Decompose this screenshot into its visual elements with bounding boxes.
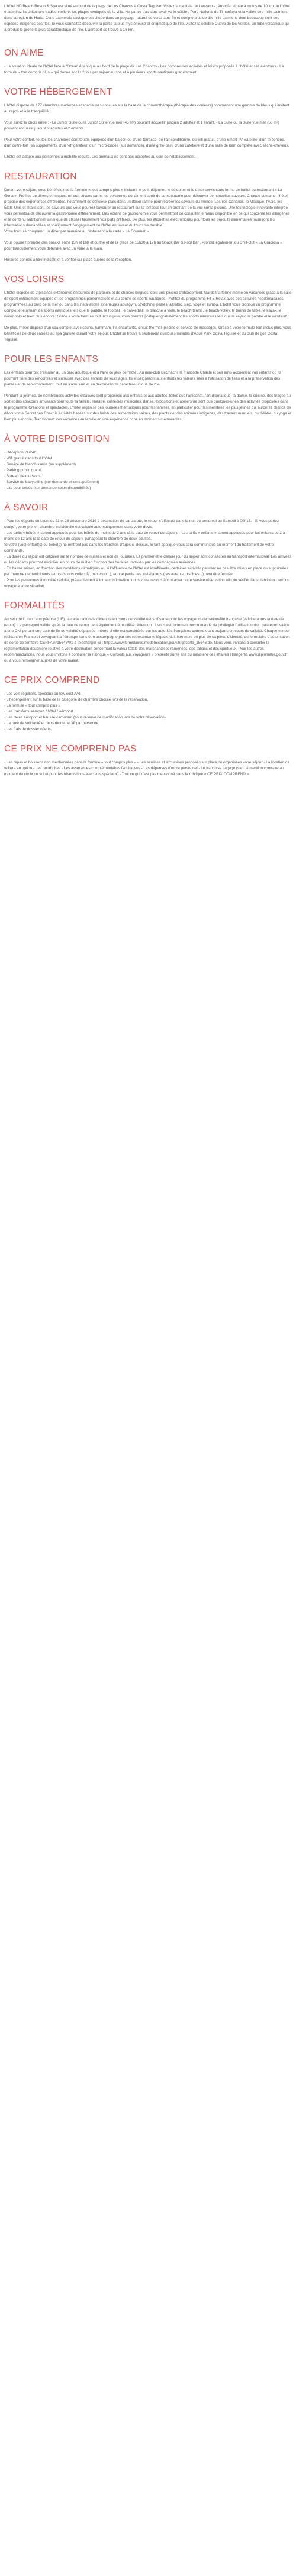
section-disposition (4, 434, 292, 491)
list-item: - Service de blanchisserie (en supplément) (4, 462, 76, 466)
list-item: - Réception 24/24h (4, 451, 37, 455)
section-title: CE PRIX COMPREND (4, 675, 100, 685)
section-title: ON AIME (4, 48, 44, 58)
section-on-aime (4, 48, 292, 76)
section-paragraph: Vous aurez le choix entre : - La Junior Suite ou la Junior Suite vue mer (45 m²) pouvant accueillir jusqu'à 2 adultes et 1 enfant. - La Suite ou la Suite vue mer (50 m²) pouvant accueillir jusqu'à 2 adultes et 2 enfants. (4, 121, 279, 131)
section-formalites (4, 601, 292, 664)
section-paragraph: Les enfants pourront s'amuser au un parc aquatique et à l'aire de jeux de l'hôtel. Au mini-club BeChachi, la mascotte Chachi et ses amis accueillent vos enfants où ils pourront faire des rencontres et s'amuser avec des enfants de leurs âges. Ils enseigneront aux enfants les valeurs liées à l'utilisation de l'eau et à la préservation des plantes et de l'environnement, tout en s'amusant et en découvrant le caractère unique de l'île. (4, 371, 281, 387)
section-enfants (4, 354, 292, 423)
section-paragraph: Pour votre confort, toutes les chambres sont toutes équipées d'un balcon ou d'une terrasse, de l'air conditionné, du wifi gratuit, d'une Smart TV Satellite, d'un téléphone, d'un coffre-fort (en supplément), d'un réfrigérateur, d'un micro-ondes (sur demande), d'une grille-pain, d'une cafetière et d'une salle de bain complète avec sèche-cheveux. (4, 138, 289, 148)
list-item: - Lits pour bébés (sur demande selon disponibilités) (4, 486, 91, 490)
amenities-list (4, 450, 292, 491)
section-title: À SAVOIR (4, 503, 49, 513)
section-title: VOTRE HÉBERGEMENT (4, 87, 112, 97)
section-paragraph: - Pour les départs du Lyon les 21 et 28 décembre 2019 à destination de Lanzarote, le retour s'effectue dans la nuit du Vendredi au Samedi à 00h15. - Si vous partez seul(e), votre prix en chambre individuelle est calculé automatiquement dans votre devis. - Les tarifs « bébés » seront appliqués pour les bébés de moins de 2 ans (à la date de retour du séjour). - Les tarifs « enfants » seront appliqués pour les enfants de 2 à moins de 12 ans (à la date de retour du séjour), partageant la chambre de deux adultes. Si votre (vos) enfant(s) ou bébé(s) ne rentrent pas dans les tranches d'âges ci-dessus, le tarif appliqué vous sera communiqué au moment du traitement de votre commande. - La durée du séjour est calculée sur le nombre de nuitées et non de journées. Le premier et le dernier jour du séjour sont consacrés au transport international. Les arrivées ou les départs pourront avoir lieu en cours de nuit en fonction des horaires imposés par les compagnies aériennes. - En basse saison, en fonction des conditions climatiques ou si l'affluence de l'hôtel est insuffisante, certaines activités peuvent ne pas être mises en place ou supprimées par manque de participants requis (sports collectifs, mini-club...), et une partie des installations (restaurants, piscines...) peut être fermée. - Pour les personnes à mobilité réduite, préalablement à toute confirmation, nous vous invitons à contacter notre service réservation afin de vérifier l'adaptabilité ou non du voyage à votre situation. (4, 519, 292, 588)
section-paragraph: Au sein de l'Union européenne (UE), la carte nationale d'identité en cours de validité est suffisante pour les voyageurs de nationalité française (validité après la date de retour). Le passeport valide après la date de retour peut également être utilisé. Attention : il vous est fortement recommandé de privilégier l'utilisation d'un passeport valide à une CNI portant une date de fin de validité dépassée, même si elle est considérée par les autorités françaises comme étant toujours en cours de validité. Chaque mineur résidant en France et voyageant à l'étranger sans être accompagné par ses représentants légaux, doit être muni en plus de sa pièce d'identité, du formulaire d'autorisation de sortie de territoire CERFA n°15646*01 à télécharger ici : https://www.formulaires.modernisation.gouv.fr/gf/cerfa_15646.do. Nous vous invitons à consulter la réglementation douanière relative à votre destination concernant la valeur totale des marchandises ramenées, des tabacs et des spiritueux. Pour les autres recommandations, nous vous invitons à consulter la rubrique « Conseils aux voyageurs » présente sur le site du ministère des affaires étrangères www.diplomatie.gouv.fr ou à vous renseigner auprès de votre mairie. (4, 617, 290, 663)
section-title: VOS LOISIRS (4, 274, 65, 284)
section-title: RESTAURATION (4, 171, 77, 182)
section-paragraph: L'hôtel dispose de 177 chambres modernes et spacieuses conçues sur la base de la chromothérapie (thérapie des couleurs) comprenant une gamme de bleus qui invitent au repos et à la tranquillité. (4, 103, 289, 114)
list-item: - Bureau d'excursions (4, 474, 41, 478)
section-paragraph: - Les vols réguliers, spéciaux ou low-cost A/R, - L'hébergement sur la base de la catégorie de chambre choisie lors de la réservation, - La formule « tout compris plus » - Les transferts aéroport / hôtel / aéroport - Les taxes aéroport et hausse carburant (sous réserve de modification lors de votre réservation) - La taxe de solidarité et de carbone de 3€ par personne, - Les frais de dossier offerts. (4, 692, 166, 731)
section-paragraph: Pendant la journée, de nombreuses activités créatives sont proposées aux enfants et aux adultes, telles que l'artisanat, l'art dramatique, la danse, la cuisine, des tirages au sort et des concours amusants pour toute la famille. Théâtre, comédies musicales, danse, expositions et ateliers ne sont que quelques-unes des activités proposées dans le programme Créations et spectacles. L'hôtel organise des journées thématiques pour les familles, en particulier pour les membres les plus jeunes qui auront la chance de découvrir le Secret des Chachis activités basées sur des habitudes alimentaires saines, des plantes et des animaux indigènes, des travaux manuels, du théâtre, du yoga et bien plus encore. Transformez vos vacances en famille en une expérience riche en moments mémorables. (4, 394, 291, 422)
hotel-description-page (0, 0, 296, 795)
section-prix-ne-comprend-pas (4, 744, 292, 777)
list-item: - Wifi gratuit dans tout l'hôtel (4, 456, 52, 461)
section-paragraph: L'hôtel dispose de 2 piscines extérieures entourées de parasols et de chaises longues, dont une piscine d'abordement. Gardez la forme même en vacances grâce à la salle de sport entièrement équipée et les programmes personnalisés et au centre de sports nautiques. Profitez du programme Fit & Relax avec des activités hebdomadaires programmées au bord de la mer ou dans les installations extérieures aquagym, stretching, pilates, aérobic, step, yoga et zumba. L'hôtel vous propose un programme complet et étonnant de sports nautiques tels que le paddle, le football, le basketball, le planche à voile, le beach-tennis, le beach-volley, le tennis de table, le kayak, le water-polo et bien plus encore. Grâce à votre formule tout inclus plus, vous pourrez pratiquer gratuitement les sports nautiques tels que le kayak, le paddle et le windsurf. (4, 291, 292, 319)
section-prix-comprend (4, 675, 292, 733)
section-paragraph: Durant votre séjour, vous bénéficiez de la formule « tout compris plus » incluant le petit-déjeuner, le déjeuner et le dîner servis sous forme de buffet au restaurant « La Gerla ». Profitez de dîners ethniques, un vrai succès parmi les personnes qui aiment sortir de la monotonie pour découvrir de nouvelles saveurs. Chaque semaine, l'hôtel propose des expériences différentes, notamment de délicieux plats dans un décor raffiné pour recréer les saveurs du monde. Les îles Canaries, le Mexique, l'Asie, les États-Unis et l'Italie sont les saveurs que vous pourrez savourer au restaurant sur la terrasse tout en profitant de la vue sur la piscine. Une technologie innovante intégrée vous permettra de découvrir la gastronomie différemment. Des écrans de gastronomie vous permettront de consulter le menu disponible en ce qui concerne les allergènes et le contenu nutritionnel, ainsi que de classer facilement vos plats préférés. De plus, les étiquettes électroniques pour tous les produits alimentaires fourniront les informations demandées et souligneront l'engagement de l'hôtel en faveur du tourisme durable. Votre formule comprend un dîner par semaine au restaurant à la carte « Le Gourmet ». (4, 188, 290, 234)
section-paragraph: - La situation idéale de l'hôtel face à l'Océan Atlantique au bord de la plage de Los Charcos - Les nombreuses activités et loisirs proposés à l'hôtel et ses alentours - La formule « tout compris plus » qui donne accès 2 fois par séjour au spa et à plusieurs sports nautiques gratuitement (4, 64, 284, 74)
section-title: CE PRIX NE COMPREND PAS (4, 744, 137, 754)
section-paragraph: L'hôtel est adapté aux personnes à mobilité réduite. Les animaux ne sont pas acceptés au sein de l'établissement. (4, 155, 196, 159)
section-paragraph: Vous pourrez prendre des snacks entre 15h et 16h et du thé et de la glace de 15h30 à 17h au Snack Bar & Pool Bar . Profitez également du Chill-Out « La Graciosa » , pour tranquillement vous détendre avec un verre à la main. (4, 241, 285, 251)
section-title: FORMALITÉS (4, 601, 65, 611)
section-paragraph: De plus, l'hôtel dispose d'un spa complet avec sauna, hammam, lits chauffants, circuit thermal, piscine et service de massages. Grâce à votre formule tout inclus plus, vous bénéficiez de deux entrées au spa gratuite durant votre séjour. L'hôtel se trouve à seulement quelques minutes d'Aqua Park Costa Teguise et du club de golf Costa Teguise. (4, 326, 291, 342)
section-title: À VOTRE DISPOSITION (4, 434, 110, 444)
section-paragraph: - Les repas et boissons non mentionnées dans la formule « tout compris plus » - Les services et excursions proposés sur place ou organisées votre séjour - La location de voiture en option - Les pourboires - Les assurances complémentaires facultatives - Les dépenses d'ordre personnel - Le franchise bagage (sauf si mention contraire au moment du choix de vol et pour les réservations avec vols spéciaux) - Tout ce qui n'est pas mentionné dans la rubrique « CE PRIX COMPREND » (4, 760, 290, 776)
section-a-savoir (4, 503, 292, 589)
section-hebergement (4, 87, 292, 160)
section-paragraph: Horaires donnés à titre indicatif et à vérifier sur place auprès de la réception. (4, 258, 132, 262)
section-title: POUR LES ENFANTS (4, 354, 98, 364)
section-loisirs (4, 274, 292, 343)
intro-paragraph: L'hôtel HD Beach Resort & Spa est situé au bord de la plage de Los Charcos à Costa Teguise. Visitez la capitale de Lanzarote, Arrecife, située à moins de 10 km de l'hôtel et admirez l'architecture traditionnelle et les plages exotiques de la ville. Ne partez pas sans avoir vu le célèbre Parc National de Timanfaya et la vallée des mille palmiers dans la région de Haria. Cette palmeraie exotique est située dans un paysage naturel de verts sans fin et compte plus de dix mille palmiers, dont beaucoup sont des espèces indigènes des îles. Si vous souhaitez découvrir la partie la plus mystérieuse et énigmatique de l'île, visitez la célèbre Cueva de los Verdes, un tube volcanique qui a produit le grotte la plus caractéristique de l'île. L'aéroport se trouve à 16 km. (4, 4, 290, 32)
section-restauration (4, 171, 292, 263)
list-item: - Parking public gratuit (4, 468, 42, 472)
list-item: - Service de babysitting (sur demande et en supplément) (4, 480, 99, 484)
